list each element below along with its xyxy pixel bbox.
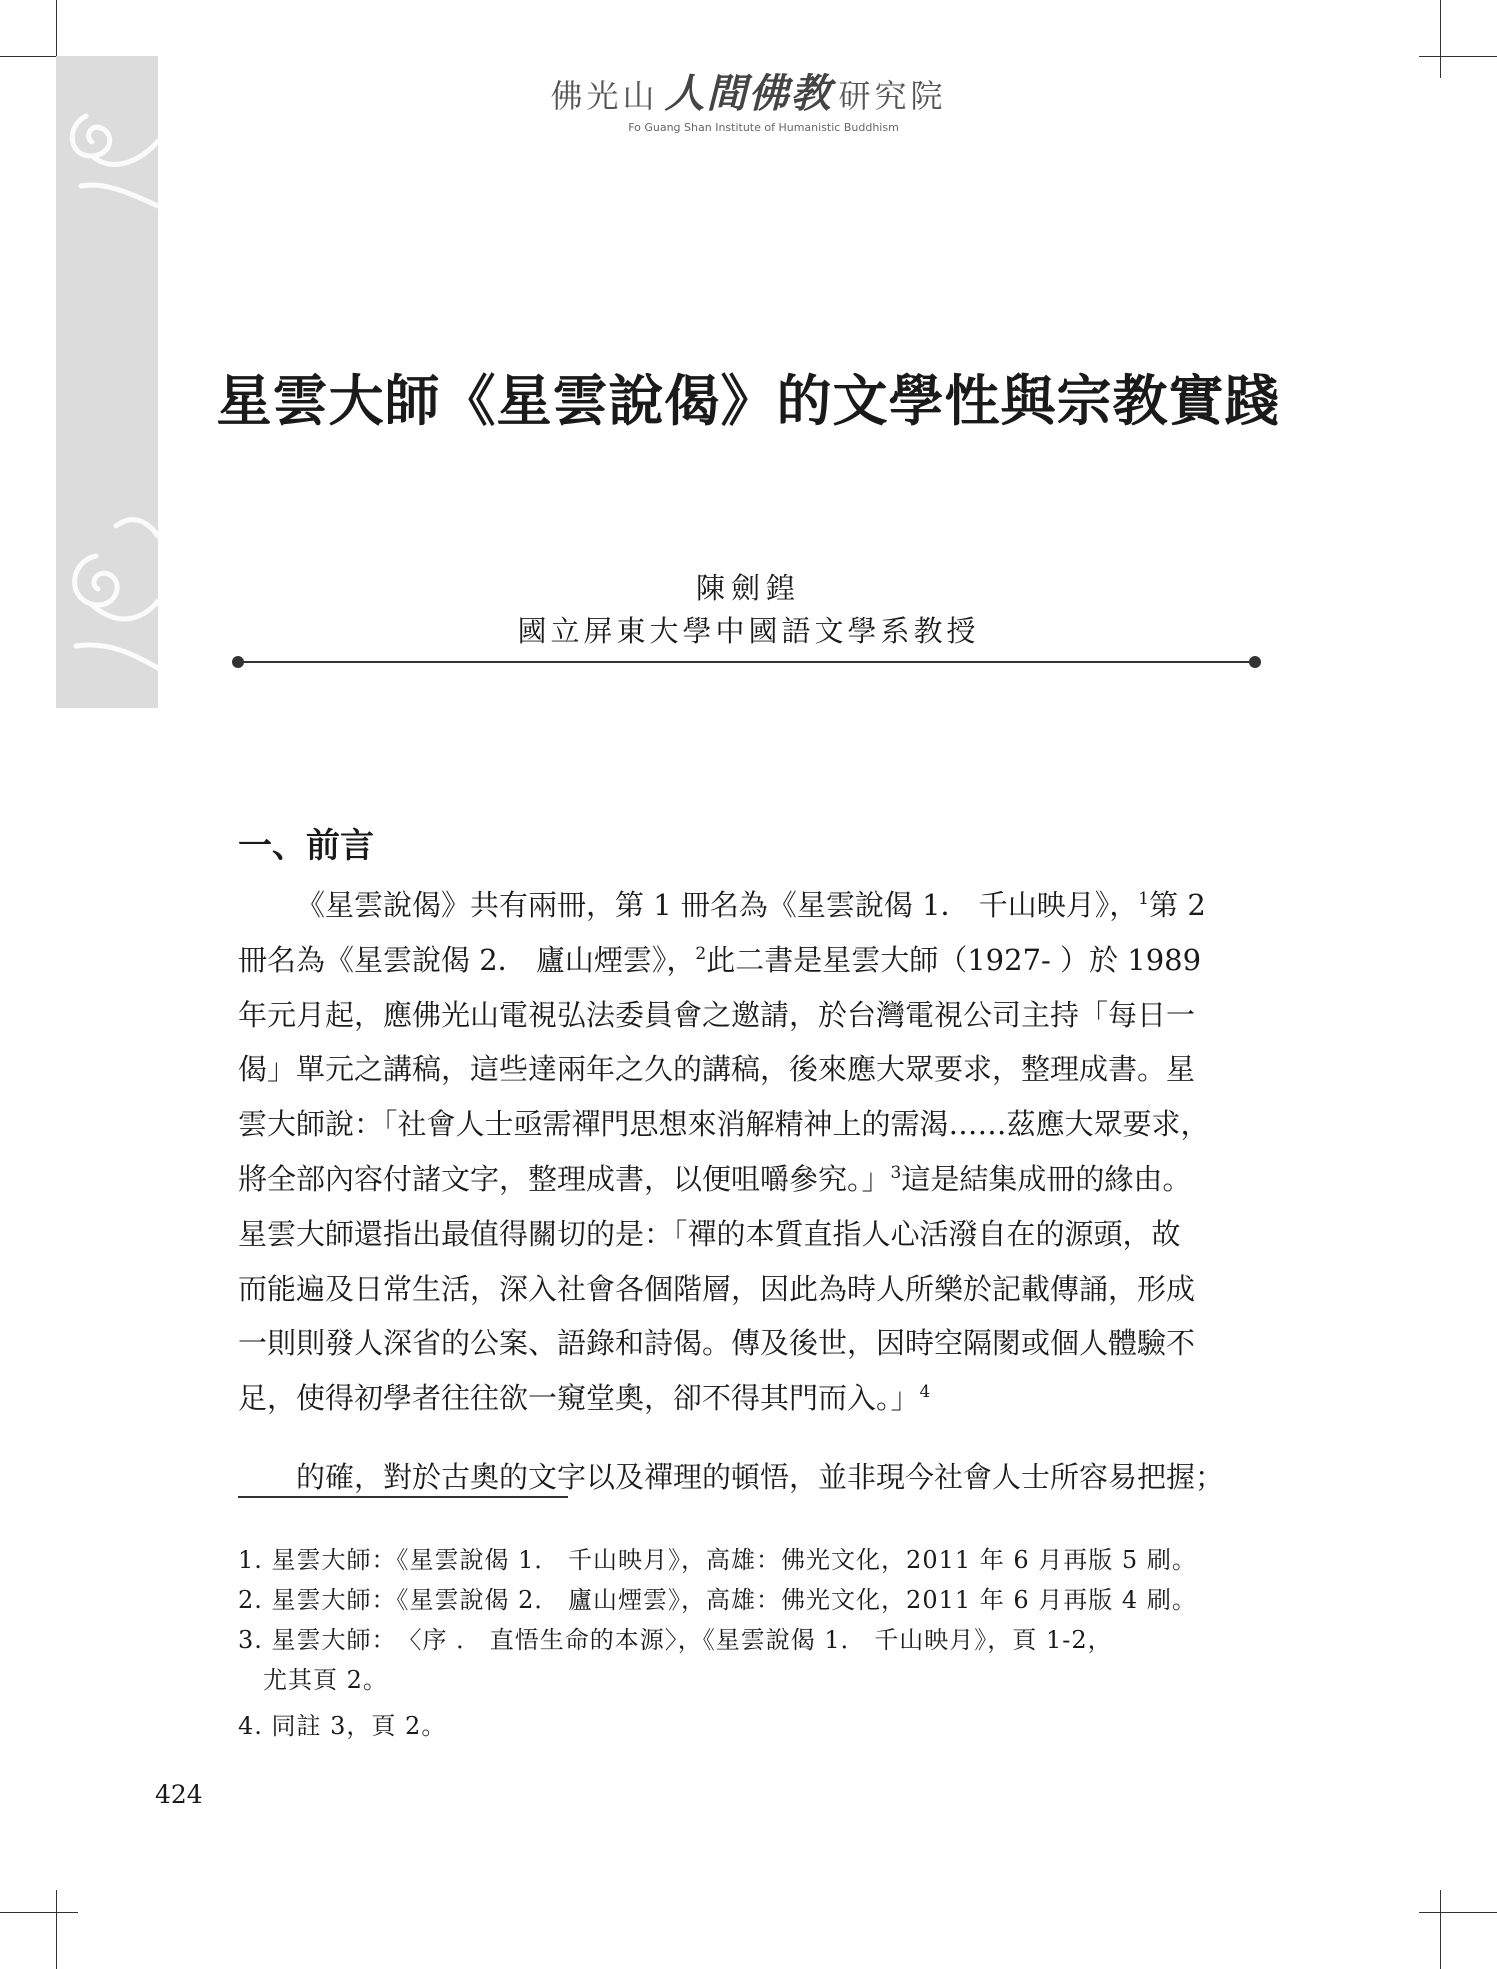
text-line: 偈」單元之講稿，這些達兩年之久的講稿，後來應大眾要求，整理成書。星 xyxy=(238,1052,1196,1087)
crop-mark xyxy=(56,1890,57,1969)
text-span: 第 2 xyxy=(1149,888,1206,922)
footnote-ref: 4 xyxy=(919,1382,931,1403)
footnote-ref: 2 xyxy=(695,943,707,964)
text-line: 的確，對於古奧的文字以及禪理的頓悟，並非現今社會人士所容易把握； xyxy=(296,1460,1225,1494)
footnotes xyxy=(238,1540,1263,1746)
footnote-item: 4. 同註 3，頁 2。 xyxy=(238,1712,447,1740)
paragraph xyxy=(238,878,1263,1426)
divider-dot-right xyxy=(1249,656,1261,668)
author-affiliation: 國立屏東大學中國語文學系教授 xyxy=(517,614,980,648)
crop-mark xyxy=(1440,1890,1441,1969)
page-number: 424 xyxy=(155,1780,203,1809)
footnote-item: 1. 星雲大師：《星雲說偈 1． 千山映月》，高雄：佛光文化，2011 年 6 月再版 5 刷。 xyxy=(238,1546,1197,1574)
text-line xyxy=(238,933,1263,988)
divider-dot-left xyxy=(232,656,244,668)
section-heading: 一、前言 xyxy=(238,826,374,866)
paper-title: 星雲大師《星雲說偈》的文學性與宗教實踐 xyxy=(216,368,1281,433)
text-span: 此二書是星雲大師（1927- ）於 1989 xyxy=(706,942,1202,977)
header-subtitle: Fo Guang Shan Institute of Humanistic Buddhism xyxy=(628,121,899,134)
text-line: 雲大師說：「社會人士亟需禪門思想來消解精神上的需渴……茲應大眾要求， xyxy=(238,1107,1210,1142)
title-divider xyxy=(238,661,1255,663)
footnote-item: 2. 星雲大師：《星雲說偈 2． 廬山煙雲》，高雄：佛光文化，2011 年 6 月再版 4 刷。 xyxy=(238,1586,1197,1614)
crop-mark xyxy=(1419,1912,1497,1913)
running-header xyxy=(0,62,1497,134)
header-title xyxy=(0,62,1497,119)
footnote-item: 尤其頁 2。 xyxy=(238,1666,388,1694)
crop-mark xyxy=(0,1912,78,1913)
text-span: 將全部內容付諸文字，整理成書，以便咀嚼參究。」 xyxy=(238,1161,891,1196)
text-span: 冊名為《星雲說偈 2． 廬山煙雲》， xyxy=(238,942,696,977)
header-brand: 人間佛教 xyxy=(664,70,833,117)
text-span: 《星雲說偈》共有兩冊，第 1 冊名為《星雲說偈 1． 千山映月》， xyxy=(296,888,1139,922)
footnote-divider xyxy=(238,1496,568,1498)
text-line xyxy=(238,1152,1263,1207)
header-left: 佛光山 xyxy=(550,77,659,115)
footnote-ref: 3 xyxy=(890,1162,902,1183)
crop-mark xyxy=(1419,56,1497,57)
author-name: 陳劍鍠 xyxy=(695,571,801,605)
header-right: 研究院 xyxy=(838,77,947,115)
text-span: 足，使得初學者往往欲一窺堂奧，卻不得其門而入。」 xyxy=(238,1381,920,1416)
text-span: 這是結集成冊的緣由。 xyxy=(901,1161,1192,1196)
text-line: 星雲大師還指出最值得關切的是：「禪的本質直指人心活潑自在的源頭，故 xyxy=(238,1216,1181,1251)
text-line: 而能遍及日常生活，深入社會各個階層，因此為時人所樂於記載傳誦，形成 xyxy=(238,1271,1196,1306)
text-line: 一則則發人深省的公案、語錄和詩偈。傳及後世，因時空隔閡或個人體驗不 xyxy=(238,1326,1196,1361)
text-line xyxy=(238,1371,1263,1426)
text-line xyxy=(238,878,1263,933)
footnote-item: 3. 星雲大師： 〈序 ． 直悟生命的本源〉，《星雲說偈 1． 千山映月》，頁 1-2， xyxy=(238,1626,1113,1654)
footnote-ref: 1 xyxy=(1138,889,1150,909)
text-line: 年元月起，應佛光山電視弘法委員會之邀請，於台灣電視公司主持「每日一 xyxy=(238,997,1196,1032)
